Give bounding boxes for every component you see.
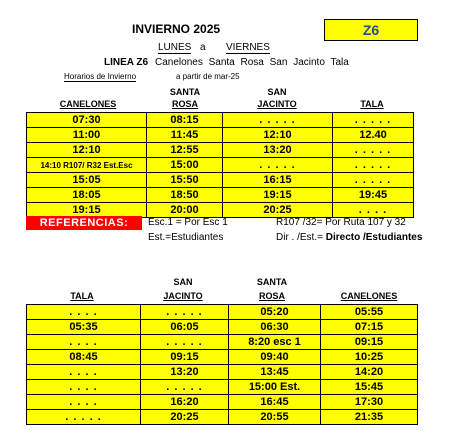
- time-cell: 08:15: [147, 113, 223, 128]
- table-row: [27, 143, 414, 158]
- time-cell: 13:20: [223, 143, 333, 158]
- time-cell: . . . .: [27, 365, 141, 380]
- time-cell: . . . .: [27, 335, 141, 350]
- time-cell: 12:10: [223, 128, 333, 143]
- table-row: [27, 158, 414, 173]
- table-row: [27, 395, 418, 410]
- time-cell: . . . . .: [333, 113, 414, 128]
- time-cell: 05:35: [27, 320, 141, 335]
- time-cell: 07:15: [321, 320, 418, 335]
- time-cell: 20:25: [223, 203, 333, 218]
- table-row: [27, 128, 414, 143]
- ref-route: R107 /32= Por Ruta 107 y 32: [276, 217, 406, 228]
- time-cell: 15:50: [147, 173, 223, 188]
- time-cell: 19:45: [333, 188, 414, 203]
- time-cell: . . . . .: [141, 305, 229, 320]
- t1-header-canelones: CANELONES: [59, 99, 117, 109]
- time-cell: 12:55: [147, 143, 223, 158]
- time-cell: 12.40: [333, 128, 414, 143]
- time-cell: . . . . .: [141, 380, 229, 395]
- time-cell: . . . .: [333, 203, 414, 218]
- return-schedule-table: [26, 304, 418, 425]
- t2-header-tala: TALA: [70, 291, 94, 301]
- ref-dir: [276, 232, 422, 243]
- time-cell: 16:20: [141, 395, 229, 410]
- outbound-schedule-table: [26, 112, 414, 218]
- time-cell: 16:45: [229, 395, 321, 410]
- t1-header-jacinto: JACINTO: [257, 99, 297, 109]
- days-from: LUNES: [158, 42, 192, 53]
- t1-header-san: SAN: [267, 87, 287, 97]
- table-row: [27, 365, 418, 380]
- time-cell: 20:25: [141, 410, 229, 425]
- table-row: [27, 335, 418, 350]
- time-cell: . . . . .: [333, 143, 414, 158]
- time-cell: 18:05: [27, 188, 147, 203]
- days-to: VIERNES: [226, 42, 270, 53]
- time-cell: 19:15: [27, 203, 147, 218]
- valid-from: a partir de mar-25: [176, 72, 240, 81]
- time-cell: . . . .: [27, 305, 141, 320]
- table-row: [27, 305, 418, 320]
- time-cell: 16:15: [223, 173, 333, 188]
- time-cell: 20:00: [147, 203, 223, 218]
- references-title: REFERENCIAS:: [26, 216, 142, 230]
- time-cell: 13:20: [141, 365, 229, 380]
- time-cell: 05:55: [321, 305, 418, 320]
- line-label: LINEA Z6: [104, 57, 149, 68]
- time-cell: 20:55: [229, 410, 321, 425]
- time-cell: 11:45: [147, 128, 223, 143]
- time-cell: 12:10: [27, 143, 147, 158]
- table-row: [27, 173, 414, 188]
- time-cell: 15:45: [321, 380, 418, 395]
- route-code-badge: Z6: [324, 19, 418, 41]
- table-row: [27, 380, 418, 395]
- time-cell: 21:35: [321, 410, 418, 425]
- time-cell: . . . . .: [223, 158, 333, 173]
- season-title: INVIERNO 2025: [132, 22, 221, 36]
- time-cell: 06:05: [141, 320, 229, 335]
- time-cell: 8:20 esc 1: [229, 335, 321, 350]
- time-cell: 14:20: [321, 365, 418, 380]
- time-cell: . . . .: [27, 380, 141, 395]
- table-row: [27, 113, 414, 128]
- t1-header-rosa: ROSA: [171, 99, 198, 109]
- time-cell: 07:30: [27, 113, 147, 128]
- time-cell: . . . . .: [223, 113, 333, 128]
- time-cell: 15:00: [147, 158, 223, 173]
- time-cell: . . . . .: [333, 173, 414, 188]
- t2-header-san: SAN: [173, 277, 193, 287]
- time-cell: . . . . .: [333, 158, 414, 173]
- time-cell: 05:20: [229, 305, 321, 320]
- time-cell: 09:40: [229, 350, 321, 365]
- time-cell: . . . . .: [141, 335, 229, 350]
- time-cell: 15:00 Est.: [229, 380, 321, 395]
- table-row: [27, 350, 418, 365]
- t1-header-tala: TALA: [360, 99, 384, 109]
- time-cell: 18:50: [147, 188, 223, 203]
- time-cell: 19:15: [223, 188, 333, 203]
- line-route: Canelones Santa Rosa San Jacinto Tala: [155, 57, 349, 68]
- schedule-label: Horarios de Invierno: [64, 72, 137, 81]
- t2-header-jacinto: JACINTO: [163, 291, 203, 301]
- time-cell: 14:10 R107/ R32 Est.Esc: [27, 158, 147, 173]
- time-cell: 15:05: [27, 173, 147, 188]
- t2-header-rosa: ROSA: [258, 291, 285, 301]
- t2-header-santa: SANTA: [256, 277, 288, 287]
- ref-esc: Esc.1 = Por Esc 1: [148, 217, 228, 228]
- time-cell: 13:45: [229, 365, 321, 380]
- table-row: [27, 188, 414, 203]
- time-cell: 08:45: [27, 350, 141, 365]
- time-cell: 09:15: [141, 350, 229, 365]
- ref-est: Est.=Estudiantes: [148, 232, 224, 243]
- time-cell: 10:25: [321, 350, 418, 365]
- t2-header-canelones: CANELONES: [340, 291, 398, 301]
- time-cell: 17:30: [321, 395, 418, 410]
- time-cell: . . . . .: [27, 410, 141, 425]
- table-row: [27, 410, 418, 425]
- days-a: a: [200, 42, 206, 53]
- time-cell: 06:30: [229, 320, 321, 335]
- ref-dir-label: Dir . /Est.=: [276, 232, 323, 243]
- ref-dir-value: Directo /Estudiantes: [325, 232, 423, 243]
- table-row: [27, 320, 418, 335]
- time-cell: 09:15: [321, 335, 418, 350]
- time-cell: 11:00: [27, 128, 147, 143]
- t1-header-santa: SANTA: [169, 87, 201, 97]
- time-cell: . . . .: [27, 395, 141, 410]
